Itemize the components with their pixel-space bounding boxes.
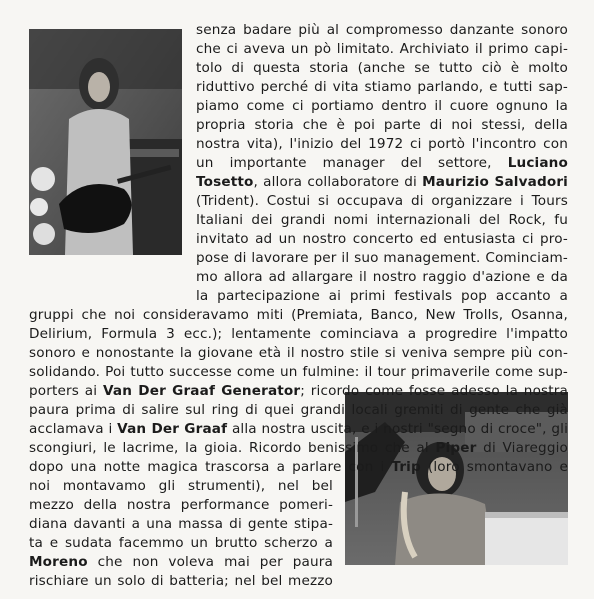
text-line: piamo come ci portiamo dentro il cuore ognuno la [196,98,568,114]
text-line: (Trident). Costui si occupava di organizzare i Tours [196,193,568,209]
text-line: porters ai Van Der Graaf Generator; ricordo come fosse adesso la nostra [29,383,568,399]
text-line: Italiani dei grandi nomi internazionali del Rock, fu [196,212,568,228]
text-line: gruppi che noi consideravamo miti (Premiata, Banco, New Trolls, Osanna, [29,307,568,323]
text-line: rischiare un solo di batteria; nel bel mezzo [29,573,333,589]
text-line: tolo di questa storia (anche se tutto ciò è molto [196,60,568,76]
text-line: mo allora ad allargare il nostro raggio d'azione e da [196,269,568,285]
text-line: sonoro e nonostante la giovane età il nostro stile si veniva sempre più con- [29,345,568,361]
text-line: dopo una notte magica trascorsa a parlare con i Trip (loro smontavano e [29,459,568,475]
text-line: un importante manager del settore, Luciano [196,155,568,171]
text-line: che ci aveva un pò limitato. Archiviato il primo capi- [196,41,568,57]
text-line: Tosetto, allora collaboratore di Maurizio Salvadori [196,174,568,190]
text-line: senza badare più al compromesso danzante sonoro [196,22,568,38]
text-line: mezzo della nostra performance pomeri- [29,497,333,513]
text-line: Delirium, Formula 3 ecc.); lentamente cominciava a progredire l'impatto [29,326,568,342]
text-line: nostra vita), l'inizio del 1972 ci portò l'incontro con [196,136,568,152]
text-line: Moreno che non voleva mai per paura [29,554,333,570]
text-line: ta e sudata facemmo un brutto scherzo a [29,535,333,551]
text-line: acclamava i Van Der Graaf alla nostra uscita, e i nostri "segno di croce", gli [29,421,568,437]
text-line: propria storia che è poi parte di noi stessi, della [196,117,568,133]
text-line: paura prima di salire sul ring di quei grandi locali gremiti di gente che già [29,402,568,418]
text-line: diana davanti a una massa di gente stipa- [29,516,333,532]
text-line: noi montavamo gli strumenti), nel bel [29,478,333,494]
text-line: invitato ad un nostro concerto ed entusiasta ci pro- [196,231,568,247]
text-line: scongiuri, le lacrime, la gioia. Ricordo benissimo che al Piper di Viareggio [29,440,568,456]
text-line: pose di lavorare per il suo management. Cominciam- [196,250,568,266]
text-line: la partecipazione ai primi festivals pop accanto a [196,288,568,304]
text-line: solidando. Poi tutto successe come un fulmine: il tour primaverile come sup- [29,364,568,380]
text-line: riduttivo perché di vita stiamo parlando, e tutti sap- [196,79,568,95]
guitarist-photo [29,29,182,255]
